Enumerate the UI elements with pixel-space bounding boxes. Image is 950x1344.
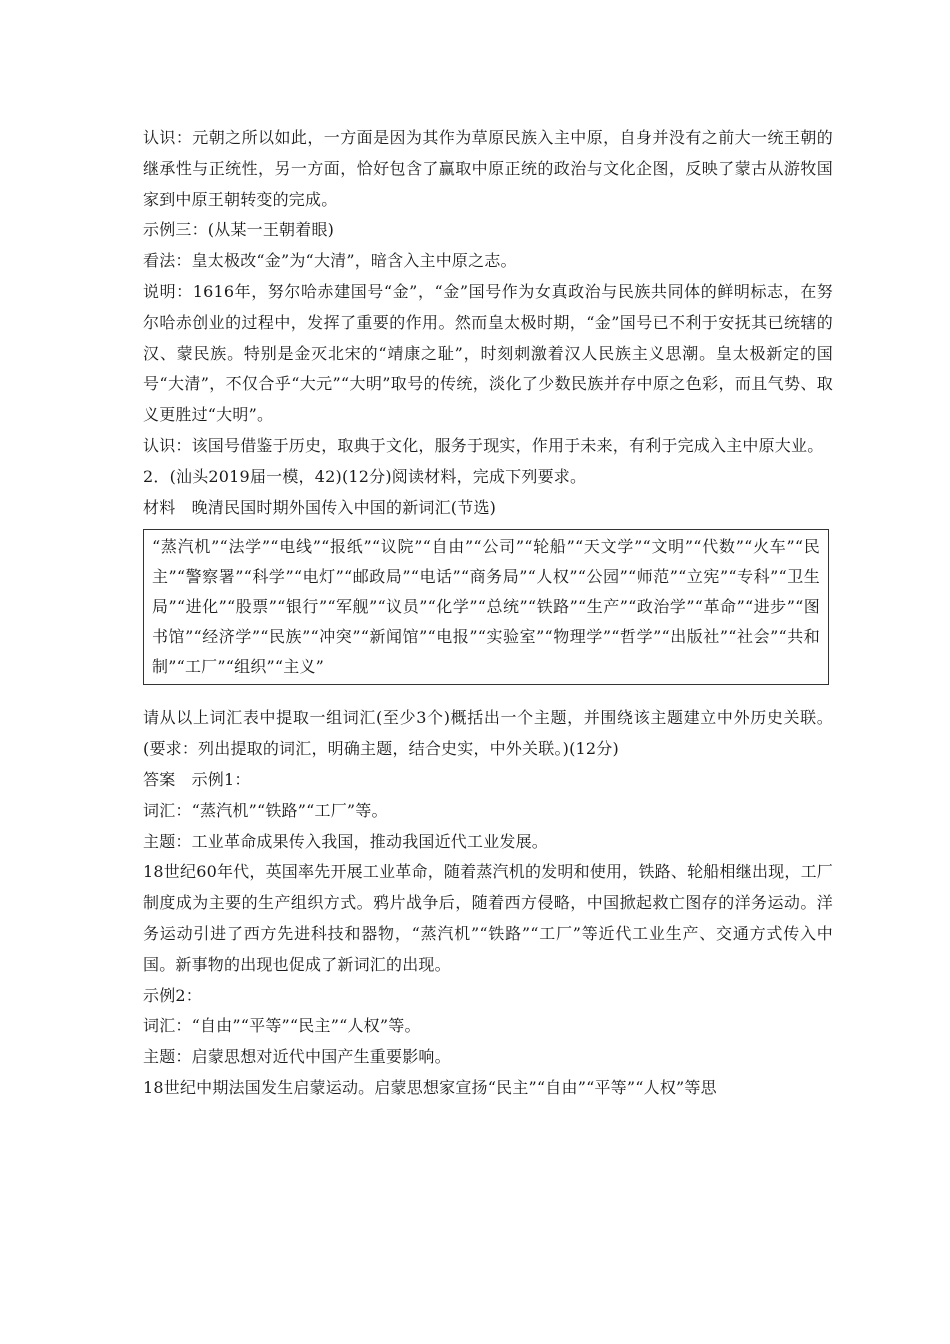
material-vocabulary-list: “蒸汽机”“法学”“电线”“报纸”“议院”“自由”“公司”“轮船”“天文学”“文明”“代数”“火车”“民主”“警察署”“科学”“电灯”“邮政局”“电话”“商务局”“人权”“公园”“师范”“立宪”“专科”“卫生局”“进化”“股票”“银行”“军舰”“议员”“化学”“总统”“铁路”“生产”“政治学”“革命”“进步”“图书馆”“经济学”“民族”“冲突”“新闻馆”“电报”“实验室”“物理学”“哲学”“出版社”“社会”“共和制”“工厂”“组织”“主义” [152, 537, 820, 677]
answer-example-1-heading: 答案 示例1： [143, 769, 251, 789]
question-prompt: 请从以上词汇表中提取一组词汇(至少3个)概括出一个主题，并围绕该主题建立中外历史关联。(要求：列出提取的词汇，明确主题，结合史实，中外关联。)(12分) [143, 708, 833, 759]
paragraph-view: 看法：皇太极改“金”为“大清”，暗含入主中原之志。 [143, 251, 517, 271]
answer-example-1-body: 18世纪60年代，英国率先开展工业革命，随着蒸汽机的发明和使用，铁路、轮船相继出现，工厂制度成为主要的生产组织方式。鸦片战争后，随着西方侵略，中国掀起救亡图存的洋务运动。洋务运动引进了西方先进科技和器物，“蒸汽机”“铁路”“工厂”等近代工业生产、交通方式传入中国。新事物的出现也促成了新词汇的出现。 [143, 862, 833, 974]
answer-example-2-vocab: 词汇：“自由”“平等”“民主”“人权”等。 [143, 1016, 421, 1036]
paragraph-understanding-qing: 认识：该国号借鉴于历史，取典于文化，服务于现实，作用于未来，有利于完成入主中原大业。 [143, 435, 824, 455]
paragraph-understanding-yuan: 认识：元朝之所以如此，一方面是因为其作为草原民族入主中原，自身并没有之前大一统王朝的继承性与正统性，另一方面，恰好包含了赢取中原正统的政治与文化企图，反映了蒙古从游牧国家到中原王朝转变的完成。 [143, 128, 833, 209]
paragraph-explanation: 说明：1616年，努尔哈赤建国号“金”，“金”国号作为女真政治与民族共同体的鲜明标志，在努尔哈赤创业的过程中，发挥了重要的作用。然而皇太极时期，“金”国号已不利于安抚其已统辖的汉、蒙民族。特别是金灭北宋的“靖康之耻”，时刻刺激着汉人民族主义思潮。皇太极新定的国号“大清”，不仅合乎“大元”“大明”取号的传统，淡化了少数民族并存中原之色彩，而且气势、取义更胜过“大明”。 [143, 281, 833, 425]
material-vocabulary-box [143, 529, 829, 685]
spacer [143, 685, 833, 703]
answer-example-1-theme: 主题：工业革命成果传入我国，推动我国近代工业发展。 [143, 831, 549, 851]
answer-example-2-theme: 主题：启蒙思想对近代中国产生重要影响。 [143, 1047, 451, 1067]
answer-example-2-heading: 示例2： [143, 985, 202, 1005]
material-caption: 材料 晚清民国时期外国传入中国的新词汇(节选) [143, 497, 497, 517]
answer-example-1-vocab: 词汇：“蒸汽机”“铁路”“工厂”等。 [143, 800, 388, 820]
document-page [143, 123, 833, 1104]
question-2-heading: 2．(汕头2019届一模，42)(12分)阅读材料，完成下列要求。 [143, 466, 587, 486]
answer-example-2-body: 18世纪中期法国发生启蒙运动。启蒙思想家宣扬“民主”“自由”“平等”“人权”等思 [143, 1077, 717, 1097]
paragraph-example-three: 示例三：(从某一王朝着眼) [143, 220, 335, 240]
